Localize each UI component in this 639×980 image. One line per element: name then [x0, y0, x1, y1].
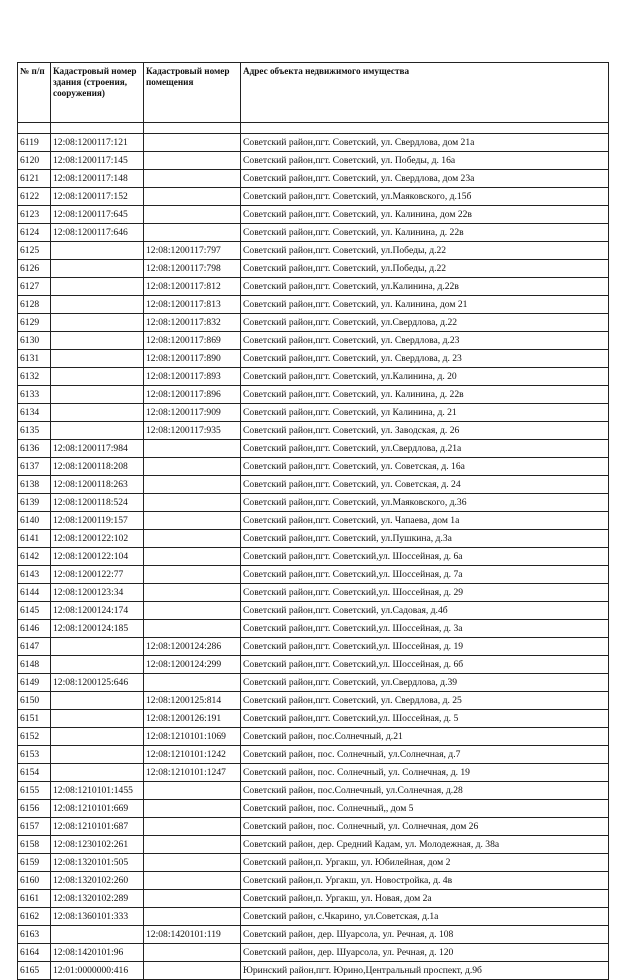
table-row — [18, 584, 609, 602]
premises-cadastral-number — [144, 206, 241, 224]
row-number: 6127 — [18, 278, 51, 296]
row-number: 6124 — [18, 224, 51, 242]
premises-cadastral-number — [144, 530, 241, 548]
table-row — [18, 476, 609, 494]
address: Советский район,пгт. Советский, ул. Свердлова, д. 23 — [241, 350, 609, 368]
row-number: 6162 — [18, 908, 51, 926]
building-cadastral-number: 12:08:1200123:34 — [51, 584, 144, 602]
address: Советский район, с.Чкарино, ул.Советская, д.1а — [241, 908, 609, 926]
table-row — [18, 530, 609, 548]
address: Советский район,пгт. Советский,ул. Шоссейная, д. 19 — [241, 638, 609, 656]
table-row — [18, 422, 609, 440]
table-row — [18, 836, 609, 854]
row-number: 6128 — [18, 296, 51, 314]
table-row — [18, 674, 609, 692]
row-number: 6131 — [18, 350, 51, 368]
row-number: 6151 — [18, 710, 51, 728]
building-cadastral-number — [51, 314, 144, 332]
table-row — [18, 386, 609, 404]
address: Советский район,пгт. Советский,ул. Шоссейная, д. 6б — [241, 656, 609, 674]
table-row — [18, 926, 609, 944]
row-number: 6145 — [18, 602, 51, 620]
premises-cadastral-number: 12:08:1200117:909 — [144, 404, 241, 422]
row-number: 6163 — [18, 926, 51, 944]
premises-cadastral-number — [144, 548, 241, 566]
building-cadastral-number: 12:08:1320102:289 — [51, 890, 144, 908]
table-row — [18, 188, 609, 206]
building-cadastral-number: 12:08:1320101:505 — [51, 854, 144, 872]
building-cadastral-number: 12:08:1200118:524 — [51, 494, 144, 512]
header-premises-cadastral: Кадастровый номер помещения — [144, 63, 241, 123]
premises-cadastral-number — [144, 134, 241, 152]
table-body — [18, 123, 609, 980]
row-number: 6158 — [18, 836, 51, 854]
premises-cadastral-number — [144, 890, 241, 908]
premises-cadastral-number — [144, 440, 241, 458]
address: Советский район,пгт. Советский, ул. Советская, д. 24 — [241, 476, 609, 494]
building-cadastral-number — [51, 368, 144, 386]
table-row — [18, 332, 609, 350]
premises-cadastral-number: 12:08:1210101:1242 — [144, 746, 241, 764]
building-cadastral-number: 12:08:1200122:77 — [51, 566, 144, 584]
table-row — [18, 944, 609, 962]
building-cadastral-number: 12:08:1200117:646 — [51, 224, 144, 242]
building-cadastral-number: 12:08:1200122:102 — [51, 530, 144, 548]
row-number: 6135 — [18, 422, 51, 440]
table-row — [18, 440, 609, 458]
row-number: 6130 — [18, 332, 51, 350]
premises-cadastral-number — [144, 602, 241, 620]
row-number: 6144 — [18, 584, 51, 602]
table-row — [18, 170, 609, 188]
row-number: 6148 — [18, 656, 51, 674]
premises-cadastral-number — [144, 512, 241, 530]
premises-cadastral-number: 12:08:1200117:813 — [144, 296, 241, 314]
address: Советский район,пгт. Советский,ул. Шоссейная, д. 6а — [241, 548, 609, 566]
premises-cadastral-number — [144, 908, 241, 926]
address: Советский район,пгт. Советский, ул.Свердлова, д.39 — [241, 674, 609, 692]
table-row — [18, 566, 609, 584]
table-row — [18, 242, 609, 260]
premises-cadastral-number — [144, 854, 241, 872]
property-table — [17, 62, 609, 980]
building-cadastral-number — [51, 692, 144, 710]
address: Советский район, пос.Солнечный, ул.Солнечная, д.28 — [241, 782, 609, 800]
address: Советский район, дер. Шуарсола, ул. Речная, д. 120 — [241, 944, 609, 962]
premises-cadastral-number — [144, 170, 241, 188]
table-row — [18, 314, 609, 332]
address: Советский район,пгт. Советский, ул. Заводская, д. 26 — [241, 422, 609, 440]
address: Советский район,пгт. Советский,ул. Шоссейная, д. 7а — [241, 566, 609, 584]
address: Советский район,пгт. Советский, ул.Садовая, д.4б — [241, 602, 609, 620]
building-cadastral-number: 12:08:1200124:185 — [51, 620, 144, 638]
building-cadastral-number: 12:08:1200117:645 — [51, 206, 144, 224]
address: Советский район, пос. Солнечный, ул.Солнечная, д.7 — [241, 746, 609, 764]
row-number: 6165 — [18, 962, 51, 980]
building-cadastral-number: 12:08:1230102:261 — [51, 836, 144, 854]
row-number: 6132 — [18, 368, 51, 386]
address: Советский район,пгт. Советский, ул.Свердлова, д.21а — [241, 440, 609, 458]
premises-cadastral-number: 12:08:1200124:299 — [144, 656, 241, 674]
address: Советский район,пгт. Советский, ул. Калинина, дом 22в — [241, 206, 609, 224]
building-cadastral-number: 12:08:1200118:263 — [51, 476, 144, 494]
premises-cadastral-number — [144, 872, 241, 890]
address: Советский район,пгт. Советский, ул. Свердлова, дом 21а — [241, 134, 609, 152]
building-cadastral-number — [51, 728, 144, 746]
table-row — [18, 134, 609, 152]
row-number: 6161 — [18, 890, 51, 908]
premises-cadastral-number — [144, 962, 241, 980]
building-cadastral-number: 12:08:1210101:669 — [51, 800, 144, 818]
table-row — [18, 638, 609, 656]
table-row — [18, 692, 609, 710]
address: Советский район,пгт. Советский, ул.Победы, д.22 — [241, 242, 609, 260]
premises-cadastral-number — [144, 800, 241, 818]
table-row — [18, 764, 609, 782]
building-cadastral-number — [51, 260, 144, 278]
row-number: 6122 — [18, 188, 51, 206]
address: Советский район, пос.Солнечный, д.21 — [241, 728, 609, 746]
premises-cadastral-number: 12:08:1200117:935 — [144, 422, 241, 440]
address: Советский район,пгт. Советский, ул.Маяковского, д.15б — [241, 188, 609, 206]
address: Советский район,п. Ургакш, ул. Новая, дом 2а — [241, 890, 609, 908]
address: Советский район,пгт. Советский, ул.Свердлова, д.22 — [241, 314, 609, 332]
building-cadastral-number — [51, 350, 144, 368]
row-number: 6152 — [18, 728, 51, 746]
premises-cadastral-number — [144, 674, 241, 692]
table-row — [18, 152, 609, 170]
table-row — [18, 494, 609, 512]
address: Советский район,пгт. Советский, ул. Чапаева, дом 1а — [241, 512, 609, 530]
row-number: 6137 — [18, 458, 51, 476]
table-row — [18, 854, 609, 872]
row-number: 6136 — [18, 440, 51, 458]
premises-cadastral-number — [144, 620, 241, 638]
table-row — [18, 296, 609, 314]
building-cadastral-number: 12:08:1320102:260 — [51, 872, 144, 890]
address: Советский район,пгт. Советский, ул. Свердлова, дом 23а — [241, 170, 609, 188]
table-row — [18, 548, 609, 566]
spacer-cell — [51, 123, 144, 134]
premises-cadastral-number — [144, 458, 241, 476]
premises-cadastral-number: 12:08:1210101:1247 — [144, 764, 241, 782]
table-row — [18, 962, 609, 980]
address: Советский район,пгт. Советский, ул. Свердлова, д.23 — [241, 332, 609, 350]
address: Советский район,пгт. Советский, ул Калинина, д. 21 — [241, 404, 609, 422]
premises-cadastral-number: 12:08:1200117:798 — [144, 260, 241, 278]
row-number: 6140 — [18, 512, 51, 530]
building-cadastral-number — [51, 710, 144, 728]
premises-cadastral-number — [144, 224, 241, 242]
address: Советский район,пгт. Советский, ул. Калинина, д. 22в — [241, 224, 609, 242]
row-number: 6126 — [18, 260, 51, 278]
row-number: 6123 — [18, 206, 51, 224]
building-cadastral-number — [51, 656, 144, 674]
row-number: 6149 — [18, 674, 51, 692]
premises-cadastral-number — [144, 152, 241, 170]
premises-cadastral-number: 12:08:1200117:896 — [144, 386, 241, 404]
table-header — [18, 63, 609, 123]
premises-cadastral-number — [144, 818, 241, 836]
premises-cadastral-number: 12:08:1420101:119 — [144, 926, 241, 944]
row-number: 6133 — [18, 386, 51, 404]
building-cadastral-number — [51, 404, 144, 422]
address: Советский район,пгт. Советский, ул. Советская, д. 16а — [241, 458, 609, 476]
row-number: 6120 — [18, 152, 51, 170]
row-number: 6146 — [18, 620, 51, 638]
row-number: 6142 — [18, 548, 51, 566]
table-row — [18, 890, 609, 908]
address: Советский район,пгт. Советский, ул.Калинина, д.22в — [241, 278, 609, 296]
building-cadastral-number: 12:08:1200118:208 — [51, 458, 144, 476]
building-cadastral-number — [51, 422, 144, 440]
address: Советский район,пгт. Советский,ул. Шоссейная, д. 29 — [241, 584, 609, 602]
building-cadastral-number: 12:08:1200117:121 — [51, 134, 144, 152]
table-row — [18, 512, 609, 530]
premises-cadastral-number — [144, 188, 241, 206]
premises-cadastral-number: 12:08:1200117:893 — [144, 368, 241, 386]
building-cadastral-number — [51, 926, 144, 944]
address: Советский район,пгт. Советский, ул. Свердлова, д. 25 — [241, 692, 609, 710]
building-cadastral-number — [51, 746, 144, 764]
row-number: 6147 — [18, 638, 51, 656]
table-row — [18, 782, 609, 800]
address: Советский район,п. Ургакш, ул. Новостройка, д. 4в — [241, 872, 609, 890]
row-number: 6164 — [18, 944, 51, 962]
building-cadastral-number: 12:08:1200117:984 — [51, 440, 144, 458]
address: Советский район,п. Ургакш, ул. Юбилейная, дом 2 — [241, 854, 609, 872]
row-number: 6150 — [18, 692, 51, 710]
building-cadastral-number — [51, 638, 144, 656]
building-cadastral-number: 12:08:1200124:174 — [51, 602, 144, 620]
address: Советский район,пгт. Советский, ул.Маяковского, д.36 — [241, 494, 609, 512]
row-number: 6156 — [18, 800, 51, 818]
address: Советский район, дер. Шуарсола, ул. Речная, д. 108 — [241, 926, 609, 944]
table-row — [18, 206, 609, 224]
row-number: 6141 — [18, 530, 51, 548]
row-number: 6138 — [18, 476, 51, 494]
row-number: 6121 — [18, 170, 51, 188]
table-row — [18, 368, 609, 386]
premises-cadastral-number: 12:08:1200125:814 — [144, 692, 241, 710]
premises-cadastral-number: 12:08:1200124:286 — [144, 638, 241, 656]
building-cadastral-number: 12:08:1420101:96 — [51, 944, 144, 962]
premises-cadastral-number: 12:08:1200117:869 — [144, 332, 241, 350]
table-row — [18, 224, 609, 242]
row-number: 6129 — [18, 314, 51, 332]
row-number: 6125 — [18, 242, 51, 260]
premises-cadastral-number: 12:08:1210101:1069 — [144, 728, 241, 746]
building-cadastral-number: 12:08:1210101:1455 — [51, 782, 144, 800]
premises-cadastral-number — [144, 836, 241, 854]
address: Советский район,пгт. Советский, ул. Победы, д. 16а — [241, 152, 609, 170]
building-cadastral-number: 12:08:1200119:157 — [51, 512, 144, 530]
spacer-cell — [18, 123, 51, 134]
address: Советский район, пос. Солнечный, ул. Солнечная, д. 19 — [241, 764, 609, 782]
header-address: Адрес объекта недвижимого имущества — [241, 63, 609, 123]
premises-cadastral-number: 12:08:1200117:797 — [144, 242, 241, 260]
address: Советский район,пгт. Советский,ул. Шоссейная, д. 5 — [241, 710, 609, 728]
header-number: № п/п — [18, 63, 51, 123]
building-cadastral-number: 12:08:1200125:646 — [51, 674, 144, 692]
table-row — [18, 818, 609, 836]
table-row — [18, 278, 609, 296]
row-number: 6159 — [18, 854, 51, 872]
building-cadastral-number — [51, 386, 144, 404]
table-row — [18, 656, 609, 674]
table-row — [18, 260, 609, 278]
premises-cadastral-number — [144, 494, 241, 512]
building-cadastral-number — [51, 296, 144, 314]
table-row — [18, 602, 609, 620]
address: Юринский район,пгт. Юрино,Центральный проспект, д.9б — [241, 962, 609, 980]
table-row — [18, 620, 609, 638]
premises-cadastral-number — [144, 944, 241, 962]
row-number: 6155 — [18, 782, 51, 800]
row-number: 6153 — [18, 746, 51, 764]
premises-cadastral-number: 12:08:1200117:890 — [144, 350, 241, 368]
row-number: 6154 — [18, 764, 51, 782]
spacer-cell — [241, 123, 609, 134]
address: Советский район,пгт. Советский, ул.Пушкина, д.3а — [241, 530, 609, 548]
table-row — [18, 404, 609, 422]
premises-cadastral-number — [144, 566, 241, 584]
row-number: 6139 — [18, 494, 51, 512]
row-number: 6157 — [18, 818, 51, 836]
address: Советский район, пос. Солнечный,, дом 5 — [241, 800, 609, 818]
building-cadastral-number — [51, 242, 144, 260]
building-cadastral-number: 12:08:1200117:148 — [51, 170, 144, 188]
building-cadastral-number — [51, 332, 144, 350]
premises-cadastral-number — [144, 782, 241, 800]
premises-cadastral-number: 12:08:1200117:812 — [144, 278, 241, 296]
header-building-cadastral: Кадастровый номер здания (строения, сооружения) — [51, 63, 144, 123]
building-cadastral-number — [51, 278, 144, 296]
premises-cadastral-number: 12:08:1200126:191 — [144, 710, 241, 728]
address: Советский район,пгт. Советский, ул. Калинина, д. 22в — [241, 386, 609, 404]
premises-cadastral-number — [144, 584, 241, 602]
address: Советский район,пгт. Советский, ул. Калинина, дом 21 — [241, 296, 609, 314]
building-cadastral-number: 12:08:1200117:145 — [51, 152, 144, 170]
table-row — [18, 728, 609, 746]
spacer-row — [18, 123, 609, 134]
building-cadastral-number: 12:08:1360101:333 — [51, 908, 144, 926]
premises-cadastral-number — [144, 476, 241, 494]
building-cadastral-number: 12:01:0000000:416 — [51, 962, 144, 980]
table-row — [18, 746, 609, 764]
spacer-cell — [144, 123, 241, 134]
table-row — [18, 710, 609, 728]
building-cadastral-number: 12:08:1200117:152 — [51, 188, 144, 206]
table-row — [18, 350, 609, 368]
table-row — [18, 800, 609, 818]
row-number: 6160 — [18, 872, 51, 890]
address: Советский район, пос. Солнечный, ул. Солнечная, дом 26 — [241, 818, 609, 836]
building-cadastral-number — [51, 764, 144, 782]
table-row — [18, 458, 609, 476]
header-row — [18, 63, 609, 123]
building-cadastral-number: 12:08:1210101:687 — [51, 818, 144, 836]
address: Советский район,пгт. Советский, ул.Победы, д.22 — [241, 260, 609, 278]
row-number: 6143 — [18, 566, 51, 584]
address: Советский район, дер. Средний Кадам, ул. Молодежная, д. 38а — [241, 836, 609, 854]
row-number: 6134 — [18, 404, 51, 422]
table-row — [18, 872, 609, 890]
address: Советский район,пгт. Советский, ул.Калинина, д. 20 — [241, 368, 609, 386]
address: Советский район,пгт. Советский,ул. Шоссейная, д. 3а — [241, 620, 609, 638]
premises-cadastral-number: 12:08:1200117:832 — [144, 314, 241, 332]
row-number: 6119 — [18, 134, 51, 152]
table-row — [18, 908, 609, 926]
building-cadastral-number: 12:08:1200122:104 — [51, 548, 144, 566]
